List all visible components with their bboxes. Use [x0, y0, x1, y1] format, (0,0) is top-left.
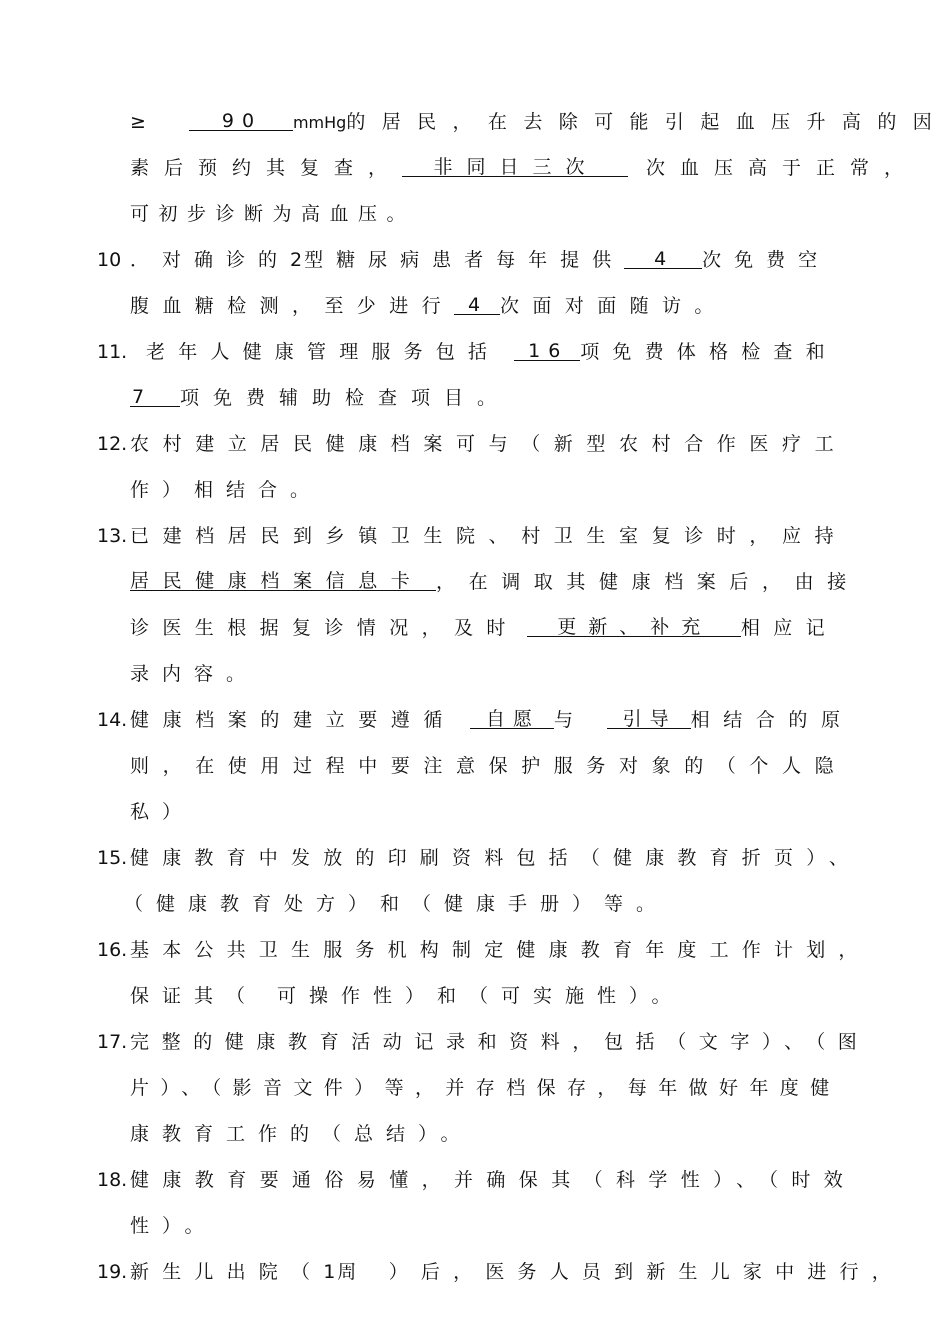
text-line: [0, 750, 950, 782]
fill-blank: 居民健康档案信息卡: [130, 566, 436, 591]
text-run: 健康档案的建立要遵循: [130, 709, 457, 731]
item-number: 16.: [97, 939, 128, 961]
text-line: [0, 888, 950, 920]
fill-blank: 自愿: [470, 704, 554, 729]
text-line: [0, 1164, 950, 1196]
text-run: ．对确诊的: [130, 249, 291, 271]
text-run: 次面对面随访。: [500, 295, 727, 317]
text-line: [0, 934, 950, 966]
text-run: 腹血糖检测，至少进行: [130, 295, 455, 317]
text-run: 次血压高于正常，: [646, 157, 919, 179]
fill-blank: 4: [454, 290, 500, 315]
text-line: [0, 566, 950, 598]
text-run: 与: [554, 709, 587, 731]
text-run: 康教育工作的（总结）。: [130, 1123, 473, 1145]
fill-blank: 非同日三次: [402, 152, 628, 177]
text-line: [0, 980, 950, 1012]
text-run: 的居民，在去除可能引起血压升高的因: [346, 111, 949, 133]
text-line: [0, 1256, 950, 1288]
text-run: 完整的健康教育活动记录和资料，包括（文字）、（图: [130, 1031, 870, 1053]
text-run: 性）。: [130, 1215, 217, 1237]
text-run: 次免费空: [702, 249, 831, 271]
text-run: 2: [290, 249, 305, 271]
item-number: 10: [97, 249, 122, 271]
text-run: 则，在使用过程中要注意保护服务对象的（个人隐: [130, 755, 848, 777]
fill-blank: 7: [130, 382, 180, 407]
text-run: ，在调取其健康档案后，由接: [436, 571, 860, 593]
text-run: 诊医生根据复诊情况，及时: [130, 617, 519, 639]
text-run: 1: [323, 1261, 338, 1283]
text-run: 素后预约其复查，: [130, 157, 403, 179]
text-run: 私）: [130, 801, 195, 823]
text-line: [0, 842, 950, 874]
item-number: 14.: [97, 709, 128, 731]
fill-blank: 引导: [607, 704, 691, 729]
text-line: [0, 336, 950, 368]
item-number: 18.: [97, 1169, 128, 1191]
text-line: [0, 428, 950, 460]
item-number: 19.: [97, 1261, 128, 1283]
item-number: 17.: [97, 1031, 128, 1053]
text-line: [0, 244, 950, 276]
text-run: 项免费辅助检查项目。: [180, 387, 511, 409]
text-line: [0, 382, 950, 414]
fill-blank: 4: [624, 244, 702, 269]
text-run: 健康教育中发放的印刷资料包括（健康教育折页）、: [130, 847, 862, 869]
text-line: [0, 1118, 950, 1150]
text-line: [0, 290, 950, 322]
text-line: [0, 1026, 950, 1058]
text-run: 农村建立居民健康档案可与（新型农村合作医疗工: [130, 433, 848, 455]
text-run: 项免费体格检查和: [580, 341, 838, 363]
item-number: 12.: [97, 433, 128, 455]
text-run: 新生儿出院（: [130, 1261, 324, 1283]
text-run: 老年人健康管理服务包括: [146, 341, 501, 363]
item-number: 11.: [97, 341, 128, 363]
text-run: 健康教育要通俗易懂，并确保其（科学性）、（时效: [130, 1169, 857, 1191]
text-run: 已建档居民到乡镇卫生院、村卫生室复诊时，应持: [130, 525, 848, 547]
text-line: [0, 474, 950, 506]
text-run: 可初步诊断为高血压。: [130, 203, 416, 225]
text-run: 作）相结合。: [130, 479, 323, 501]
text-run: 周 ）后，医务人员到新生儿家中进行，: [337, 1261, 904, 1283]
text-run: mmHg: [292, 113, 347, 132]
fill-blank: 16: [514, 336, 580, 361]
text-run: （健康教育处方）和（健康手册）等。: [124, 893, 669, 915]
text-line: [0, 704, 950, 736]
text-run: 录内容。: [130, 663, 259, 685]
text-run: 型糖尿病患者每年提供: [304, 249, 625, 271]
text-line: [0, 520, 950, 552]
text-run: ≥: [130, 111, 156, 133]
text-line: [0, 152, 950, 184]
item-number: 13.: [97, 525, 128, 547]
item-number: 15.: [97, 847, 128, 869]
text-line: [0, 796, 950, 828]
text-line: [0, 1210, 950, 1242]
text-line: [0, 106, 950, 138]
text-line: [0, 658, 950, 690]
text-run: 相结合的原: [690, 709, 854, 731]
text-run: 相应记: [740, 617, 839, 639]
text-line: [0, 198, 950, 230]
text-line: [0, 612, 950, 644]
text-run: 片）、（影音文件）等，并存档保存，每年做好年度健: [130, 1077, 841, 1099]
fill-blank: 更新、补充: [527, 612, 741, 637]
text-run: 基本公共卫生服务机构制定健康教育年度工作计划，: [130, 939, 871, 961]
fill-blank: 90: [189, 106, 293, 131]
text-run: 保证其（ 可操作性）和（可实施性）。: [130, 985, 684, 1007]
text-line: [0, 1072, 950, 1104]
